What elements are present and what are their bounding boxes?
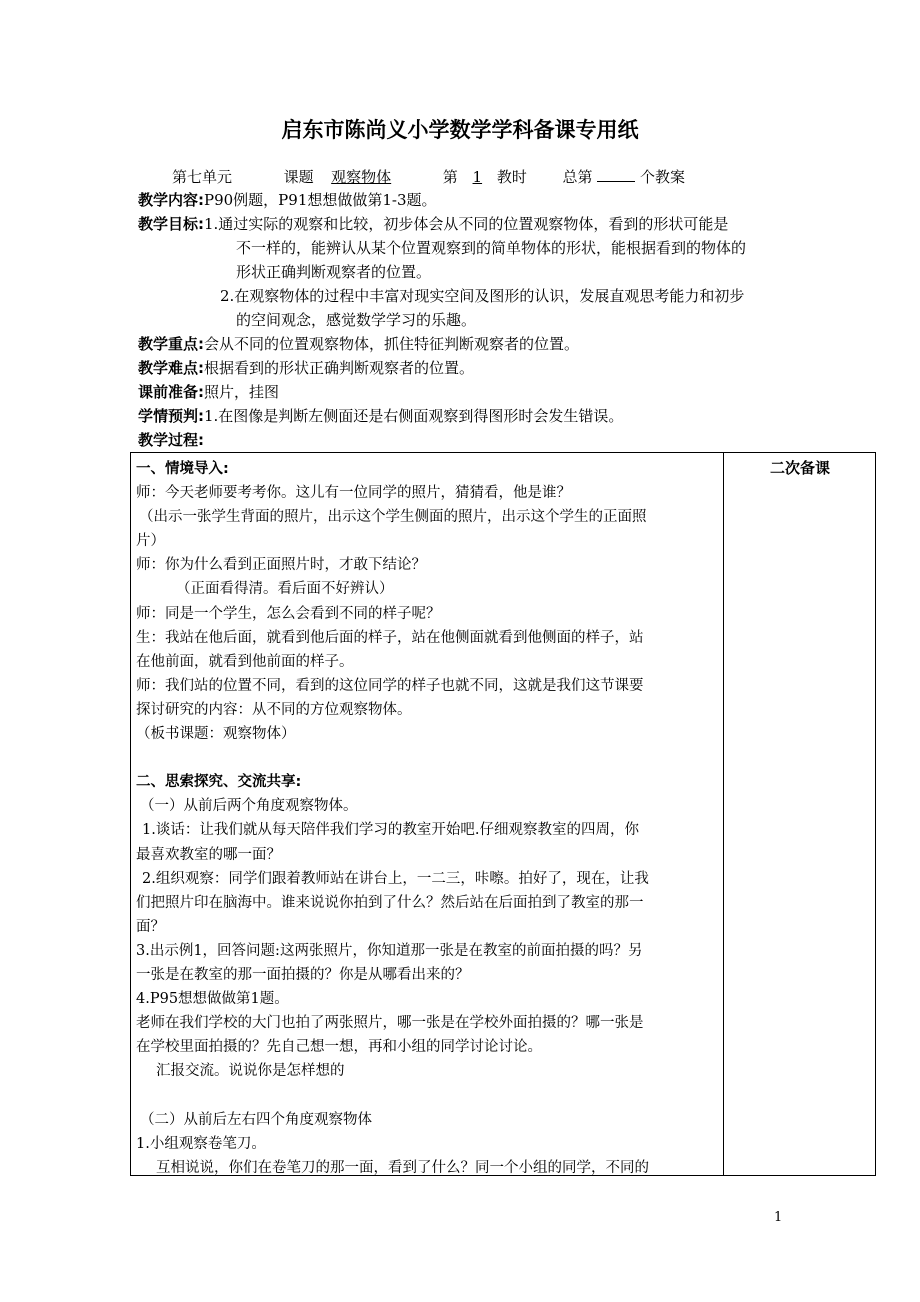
process-line: （出示一张学生背面的照片，出示这个学生侧面的照片，出示这个学生的正面照 [139, 509, 647, 526]
process-line: 面？ [136, 918, 165, 935]
topic-label: 课题 [283, 168, 314, 186]
difficulty-label: 教学难点: [138, 359, 204, 377]
unit-label: 第七单元 [172, 168, 233, 186]
goal-row [138, 212, 728, 236]
lesson-meta [172, 166, 685, 187]
key-label: 教学重点: [138, 335, 204, 353]
predict-row [138, 404, 623, 428]
goal-2-line-2: 的空间观念，感觉数学学习的乐趣。 [236, 311, 477, 329]
process-line: 师：同是一个学生，怎么会看到不同的样子呢？ [136, 605, 441, 622]
process-line: （一）从前后两个角度观察物体。 [140, 798, 358, 815]
process-line: 2.组织观察：同学们跟着教师站在讲台上，一二三，咔嚓。拍好了，现在，让我 [142, 870, 649, 887]
process-line: （二）从前后左右四个角度观察物体 [140, 1111, 372, 1128]
page-title: 启东市陈尚义小学数学学科备课专用纸 [281, 118, 639, 142]
total-blank [597, 167, 635, 182]
key-value: 会从不同的位置观察物体，抓住特征判断观察者的位置。 [204, 335, 580, 353]
content-label: 教学内容: [138, 191, 204, 209]
process-line: 3.出示例1，回答问题:这两张照片，你知道那一张是在教室的前面拍摄的吗？另 [136, 942, 643, 959]
total-prefix: 总第 [562, 168, 593, 186]
process-line: 最喜欢教室的哪一面？ [136, 846, 281, 863]
process-line: 在他前面，就看到他前面的样子。 [136, 653, 354, 670]
column-divider [723, 453, 724, 1175]
difficulty-value: 根据看到的形状正确判断观察者的位置。 [204, 359, 475, 377]
process-label: 教学过程: [138, 431, 204, 449]
process-line: 1.小组观察卷笔刀。 [136, 1135, 266, 1152]
process-line: 师：你为什么看到正面照片时，才敢下结论？ [136, 557, 426, 574]
process-line: 师：我们站的位置不同，看到的这位同学的样子也就不同，这就是我们这节课要 [136, 677, 644, 694]
total-suffix: 个教案 [640, 168, 686, 186]
process-line: （板书课题：观察物体） [136, 726, 296, 743]
predict-label: 学情预判: [138, 407, 204, 425]
prep-label: 课前准备: [138, 383, 204, 401]
process-line: 一张是在教室的那一面拍摄的？你是从哪看出来的？ [136, 966, 470, 983]
process-line: 1.谈话：让我们就从每天陪伴我们学习的教室开始吧.仔细观察教室的四周，你 [142, 822, 639, 839]
page-number: 1 [774, 1210, 783, 1225]
process-line: 二、思索探究、交流共享: [136, 774, 302, 791]
difficulty-row [138, 356, 474, 380]
process-line: （正面看得清。看后面不好辨认） [176, 581, 394, 598]
content-value: P90例题，P91想想做做第1-3题。 [204, 191, 437, 209]
secondary-prep-header: 二次备课 [769, 459, 830, 477]
process-line: 在学校里面拍摄的？先自己想一想，再和小组的同学讨论讨论。 [136, 1039, 542, 1056]
process-line: 一、情境导入: [136, 461, 229, 477]
process-line: 汇报交流。说说你是怎样想的 [156, 1063, 345, 1080]
process-table [130, 452, 876, 1176]
topic-value: 观察物体 [331, 168, 392, 186]
goal-1-line-1: 1.通过实际的观察和比较，初步体会从不同的位置观察物体，看到的形状可能是 [204, 215, 729, 233]
period-suffix: 教时 [496, 168, 527, 186]
goal-1-line-3: 形状正确判断观察者的位置。 [236, 263, 432, 281]
period-number: 1 [472, 168, 483, 186]
process-line [136, 1083, 720, 1107]
goal-1-line-2: 不一样的，能辨认从某个位置观察到的简单物体的形状，能根据看到的物体的 [236, 239, 747, 257]
period-prefix: 第 [442, 168, 458, 186]
content-row [138, 188, 437, 212]
predict-value: 1.在图像是判断左侧面还是右侧面观察到得图形时会发生错误。 [204, 407, 624, 425]
prep-row [138, 380, 279, 404]
prep-value: 照片，挂图 [204, 383, 280, 401]
process-line: 生：我站在他后面，就看到他后面的样子，站在他侧面就看到他侧面的样子，站 [136, 629, 644, 646]
process-line [136, 746, 720, 770]
process-content [136, 457, 720, 1180]
process-row [138, 428, 204, 452]
process-line: 4.P95想想做做第1题。 [136, 991, 289, 1008]
process-line: 互相说说，你们在卷笔刀的那一面，看到了什么？同一个小组的同学，不同的 [156, 1159, 649, 1176]
goal-2-line-1: 2.在观察物体的过程中丰富对现实空间及图形的认识，发展直观思考能力和初步 [220, 287, 745, 305]
goal-label: 教学目标: [138, 215, 204, 233]
key-row [138, 332, 579, 356]
process-line: 师：今天老师要考考你。这儿有一位同学的照片，猜猜看，他是谁？ [136, 485, 571, 502]
process-line: 老师在我们学校的大门也拍了两张照片，哪一张是在学校外面拍摄的？哪一张是 [136, 1015, 644, 1032]
process-line: 探讨研究的内容：从不同的方位观察物体。 [136, 701, 412, 718]
process-line: 们把照片印在脑海中。谁来说说你拍到了什么？然后站在后面拍到了教室的那一 [136, 894, 644, 911]
process-line: 片） [136, 533, 165, 550]
